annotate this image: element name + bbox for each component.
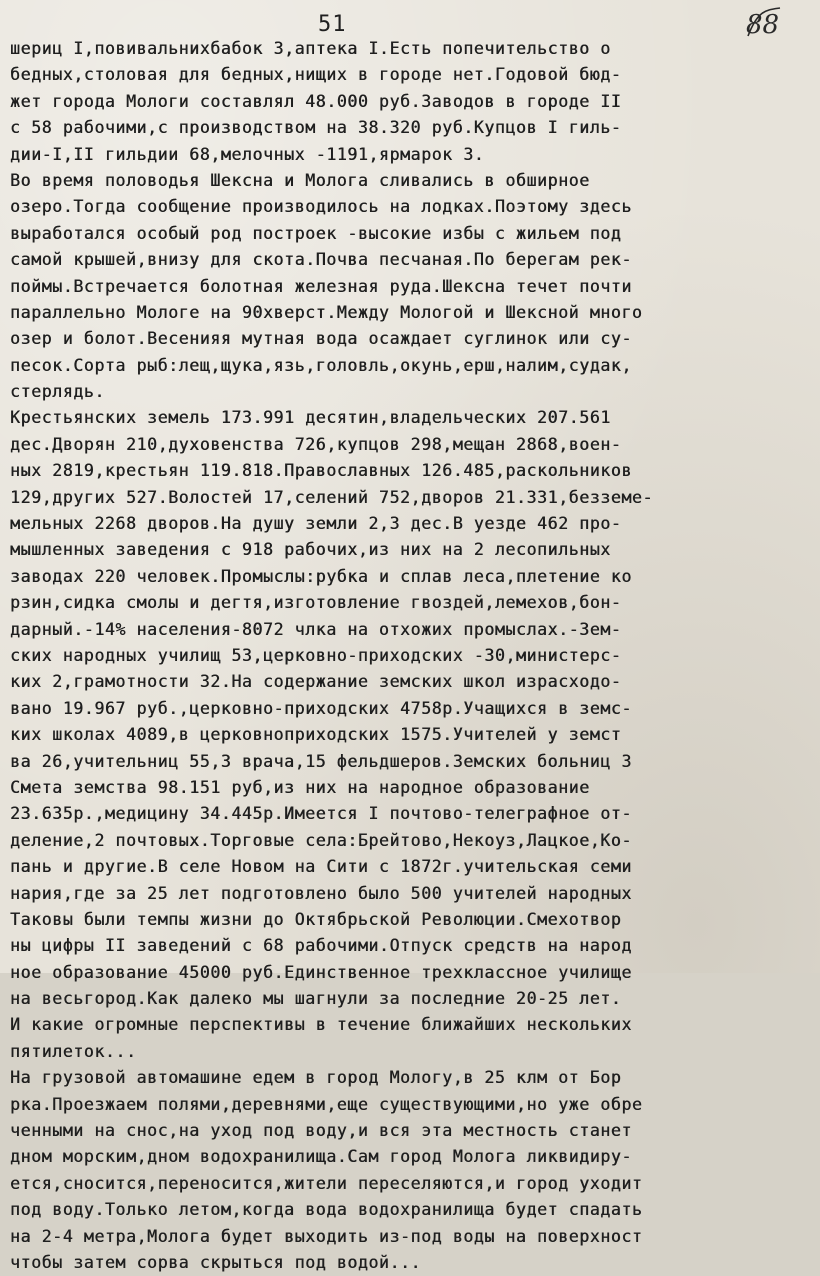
text-line: ва 26,учительниц 55,3 врача,15 фельдшеров.Земских больниц 3 xyxy=(10,751,632,771)
text-line: Крестьянских земель 173.991 десятин,владельческих 207.561 xyxy=(10,408,611,428)
text-line: дарный.-14% населения-8072 члка на отхожих промыслах.-Зем- xyxy=(10,619,622,639)
text-line: дном морским,дном водохранилища.Сам город Молога ликвидиру- xyxy=(10,1147,632,1167)
text-line: самой крышей,внизу для скота.Почва песчаная.По берегам рек- xyxy=(10,250,632,270)
text-line: мышленных заведения с 918 рабочих,из них на 2 лесопильных xyxy=(10,540,611,560)
text-line: поймы.Встречается болотная железная руда.Шексна течет почти xyxy=(10,276,632,296)
text-line: На грузовой автомашине едем в город Мологу,в 25 клм от Бор xyxy=(10,1068,622,1088)
text-line: ченными на снос,на уход под воду,и вся эта местность станет xyxy=(10,1121,632,1141)
text-line: вано 19.967 руб.,церковно-приходских 4758р.Учащихся в земс- xyxy=(10,698,632,718)
text-line: ется,сносится,переносится,жители переселяются,и город уходит xyxy=(10,1173,643,1193)
text-line: дес.Дворян 210,духовенства 726,купцов 298,мещан 2868,воен- xyxy=(10,434,622,454)
text-line: мельных 2268 дворов.На душу земли 2,3 дес.В уезде 462 про- xyxy=(10,514,622,534)
text-line: стерлядь. xyxy=(10,382,105,402)
text-line: ных 2819,крестьян 119.818.Православных 126.485,раскольников xyxy=(10,461,632,481)
text-line: деление,2 почтовых.Торговые села:Брейтово,Некоуз,Лацкое,Ко- xyxy=(10,830,632,850)
text-line: Смета земства 98.151 руб,из них на народное образование xyxy=(10,777,590,797)
text-line: выработался особый род построек -высокие избы с жильем под xyxy=(10,223,622,243)
text-line: ное образование 45000 руб.Единственное трехклассное училище xyxy=(10,962,632,982)
text-line: ких школах 4089,в церковноприходских 1575.Учителей у земст xyxy=(10,725,622,745)
text-line: с 58 рабочими,с производством на 38.320 руб.Купцов I гиль- xyxy=(10,118,622,138)
typed-text-block xyxy=(10,36,816,1276)
text-line: 129,других 527.Волостей 17,селений 752,дворов 21.331,безземе- xyxy=(10,487,653,507)
text-line: пятилеток... xyxy=(10,1041,137,1061)
text-line: ны цифры II заведений с 68 рабочими.Отпуск средств на народ xyxy=(10,936,632,956)
text-line: озеро.Тогда сообщение производилось на лодках.Поэтому здесь xyxy=(10,197,632,217)
handwritten-archive-mark xyxy=(744,6,784,40)
text-line: Во время половодья Шексна и Молога сливались в обширное xyxy=(10,170,590,190)
text-line: на весьгород.Как далеко мы шагнули за последние 20-25 лет. xyxy=(10,989,622,1009)
text-line: чтобы затем сорва скрыться под водой... xyxy=(10,1252,422,1272)
archive-mark-text: 88 xyxy=(746,10,780,40)
text-line: ких 2,грамотности 32.На содержание земских школ израсходо- xyxy=(10,672,622,692)
text-line: параллельно Мологе на 90хверст.Между Мологой и Шексной много xyxy=(10,302,643,322)
text-line: 23.635р.,медицину 34.445р.Имеется I почтово-телеграфное от- xyxy=(10,804,632,824)
text-line: пань и другие.В селе Новом на Сити с 1872г.учительская семи xyxy=(10,857,632,877)
text-line: дии-I,II гильдии 68,мелочных -1191,ярмарок 3. xyxy=(10,144,485,164)
text-line: заводах 220 человек.Промыслы:рубка и сплав леса,плетение ко xyxy=(10,566,632,586)
text-line: озер и болот.Весенияя мутная вода осаждает суглинок или су- xyxy=(10,329,632,349)
text-line: И какие огромные перспективы в течение ближайших нескольких xyxy=(10,1015,632,1035)
text-line: ских народных училищ 53,церковно-приходских -30,министерс- xyxy=(10,645,622,665)
text-line: рка.Проезжаем полями,деревнями,еще существующими,но уже обре xyxy=(10,1094,643,1114)
text-line: Таковы были темпы жизни до Октябрьской Революции.Смехотвор xyxy=(10,909,622,929)
text-line: шериц I,повивальнихбабок 3,аптека I.Есть попечительство о xyxy=(10,39,611,58)
text-line: песок.Сорта рыб:лещ,щука,язь,головль,окунь,ерш,налим,судак, xyxy=(10,355,632,375)
text-line: под воду.Только летом,когда вода водохранилища будет спадать xyxy=(10,1200,643,1220)
text-line: рзин,сидка смолы и дегтя,изготовление гвоздей,лемехов,бон- xyxy=(10,593,622,613)
text-line: жет города Мологи составлял 48.000 руб.Заводов в городе II xyxy=(10,91,622,111)
text-line: бедных,столовая для бедных,нищих в городе нет.Годовой бюд- xyxy=(10,65,622,85)
page-number: 51 xyxy=(318,12,347,37)
text-line: нария,где за 25 лет подготовлено было 500 учителей народных xyxy=(10,883,632,903)
text-line: на 2-4 метра,Молога будет выходить из-под воды на поверхност xyxy=(10,1226,643,1246)
